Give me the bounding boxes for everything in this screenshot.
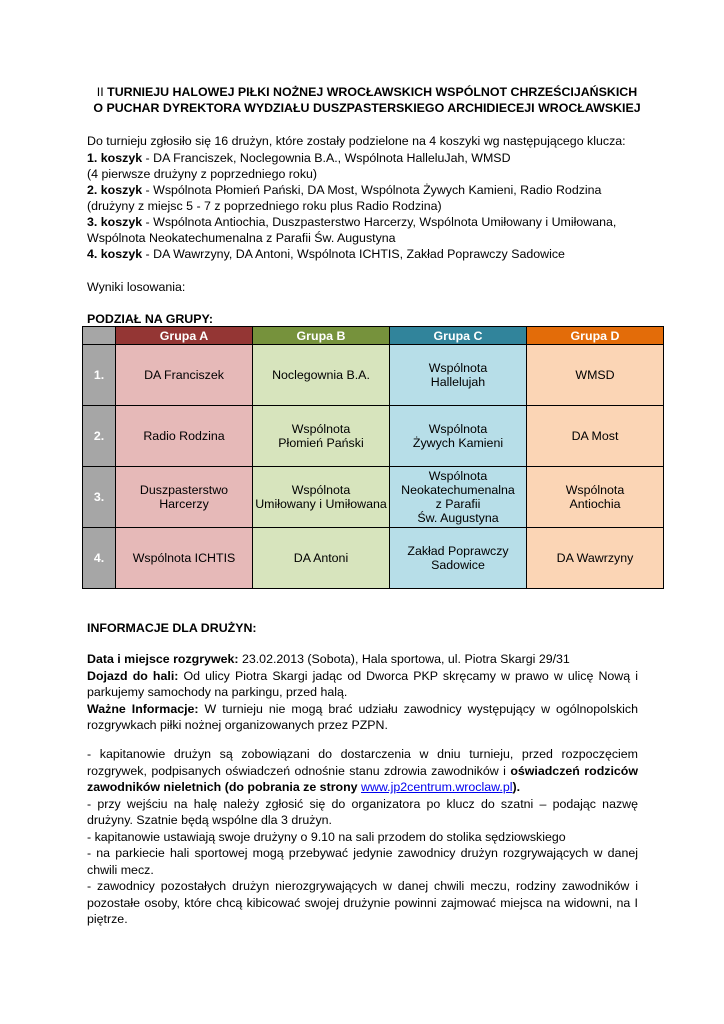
row-number: 4. — [83, 528, 116, 589]
date-text: 23.02.2013 (Sobota), Hala sportowa, ul. Piotra Skargi 29/31 — [238, 652, 570, 666]
group-a-cell: DA Franciszek — [116, 345, 253, 406]
rule-item: - zawodnicy pozostałych drużyn nierozgrywających w danej chwili meczu, rodziny zawodników i pozostałe osoby, które chcą kibicować swojej drużynie powinni zajmować miejsca na widowni, na I piętrze. — [87, 879, 638, 926]
basket-teams: - Wspólnota Antiochia, Duszpasterstwo Harcerzy, Wspólnota Umiłowany i Umiłowana, — [142, 215, 617, 229]
basket-1 — [87, 150, 511, 166]
group-c-header: Grupa C — [390, 327, 527, 345]
group-d-cell: DA Most — [527, 406, 664, 467]
group-d-cell: Wspólnota Antiochia — [527, 467, 664, 528]
group-a-cell: Duszpasterstwo Harcerzy — [116, 467, 253, 528]
group-d-cell: DA Wawrzyny — [527, 528, 664, 589]
basket-teams: - Wspólnota Płomień Pański, DA Most, Wspólnota Żywych Kamieni, Radio Rodzina — [142, 183, 602, 197]
important-label: Ważne Informacje: — [87, 701, 199, 716]
results-label: Wyniki losowania: — [87, 280, 186, 294]
access-label: Dojazd do hali: — [87, 668, 179, 683]
rule-item: - przy wejściu na halę należy zgłosić się do organizatora po klucz do szatni – podając nazwę drużyny. Szatnie będą wspólne dla 3 drużyn. — [87, 796, 638, 827]
access-text: Od ulicy Piotra Skargi jadąc od Dworca PKP skręcamy w prawo w ulicę Nową i parkujemy samochody na parkingu, przed halą. — [87, 668, 638, 699]
rule-bold-text: oświadczeń rodziców zawodników nieletnich (do pobrania ze strony — [87, 763, 638, 794]
group-b-cell: Noclegownia B.A. — [253, 345, 390, 406]
intro-text: Do turnieju zgłosiło się 16 drużyn, które zostały podzielone na 4 koszyki wg następującego klucza: — [87, 134, 626, 148]
basket-3 — [87, 214, 616, 230]
table-row — [83, 528, 664, 589]
download-link[interactable]: www.jp2centrum.wroclaw.pl — [361, 780, 513, 794]
row-number: 3. — [83, 467, 116, 528]
group-c-cell: Wspólnota Żywych Kamieni — [390, 406, 527, 467]
group-a-header: Grupa A — [116, 327, 253, 345]
row-number: 1. — [83, 345, 116, 406]
info-heading: INFORMACJE DLA DRUŻYN: — [87, 621, 257, 635]
date-label: Data i miejsce rozgrywek: — [87, 652, 239, 666]
rule-text: - kapitanowie drużyn są zobowiązani do dostarczenia w dniu turnieju, przed rozpoczęciem rozgrywek, podpisanych oświadczeń odnośnie stanu zdrowia zawodników i — [87, 747, 638, 778]
basket-label: 4. koszyk — [87, 247, 143, 261]
corner-cell — [83, 327, 116, 345]
title-line-1 — [70, 84, 664, 100]
info-section — [87, 651, 638, 734]
rule-bold-end: ). — [512, 780, 521, 794]
rule-item — [87, 746, 638, 796]
info-date — [87, 651, 638, 668]
table-row — [83, 345, 664, 406]
important-text: W turnieju nie mogą brać udziału zawodnicy występujący w ogólnopolskich rozgrywkach piłki nożnej organizowanych przez PZPN. — [87, 701, 638, 732]
rule-item: - kapitanowie ustawiają swoje drużyny o 9.10 na sali przodem do stolika sędziowskiego — [87, 829, 566, 844]
group-a-cell: Wspólnota ICHTIS — [116, 528, 253, 589]
basket-1-note: (4 pierwsze drużyny z poprzedniego roku) — [87, 167, 318, 181]
basket-4 — [87, 246, 565, 262]
table-row — [83, 467, 664, 528]
group-c-cell: Zakład Poprawczy Sadowice — [390, 528, 527, 589]
group-c-cell: Wspólnota Hallelujah — [390, 345, 527, 406]
info-access — [87, 668, 638, 701]
basket-teams: - DA Franciszek, Noclegownia B.A., Wspólnota HalleluJah, WMSD — [142, 151, 511, 165]
group-b-header: Grupa B — [253, 327, 390, 345]
title-line-2: O PUCHAR DYREKTORA WYDZIAŁU DUSZPASTERSKIEGO ARCHIDIECEJI WROCŁAWSKIEJ — [93, 101, 641, 115]
basket-label: 2. koszyk — [87, 183, 143, 197]
groups-heading: PODZIAŁ NA GRUPY: — [87, 312, 213, 326]
basket-label: 3. koszyk — [87, 215, 143, 229]
group-b-cell: Wspólnota Umiłowany i Umiłowana — [253, 467, 390, 528]
basket-3-note: Wspólnota Neokatechumenalna z Parafii Św. Augustyna — [87, 231, 396, 245]
group-a-cell: Radio Rodzina — [116, 406, 253, 467]
group-d-cell: WMSD — [527, 345, 664, 406]
basket-label: 1. koszyk — [87, 151, 143, 165]
groups-table — [82, 326, 664, 589]
title-prefix: II — [96, 85, 108, 99]
group-c-cell: Wspólnota Neokatechumenalna z Parafii Św. Augustyna — [390, 467, 527, 528]
basket-2 — [87, 182, 601, 198]
title-main: TURNIEJU HALOWEJ PIŁKI NOŻNEJ WROCŁAWSKICH WSPÓLNOT CHRZEŚCIJAŃSKICH — [107, 85, 638, 99]
rule-item: - na parkiecie hali sportowej mogą przebywać jedynie zawodnicy drużyn rozgrywających w danej chwili mecz. — [87, 846, 638, 877]
table-row — [83, 406, 664, 467]
group-b-cell: DA Antoni — [253, 528, 390, 589]
rules-section — [87, 746, 638, 928]
basket-2-note: (drużyny z miejsc 5 - 7 z poprzedniego roku plus Radio Rodzina) — [87, 199, 442, 213]
group-d-header: Grupa D — [527, 327, 664, 345]
basket-teams: - DA Wawrzyny, DA Antoni, Wspólnota ICHTIS, Zakład Poprawczy Sadowice — [142, 247, 565, 261]
table-header-row — [83, 327, 664, 345]
group-b-cell: Wspólnota Płomień Pański — [253, 406, 390, 467]
info-important — [87, 701, 638, 734]
row-number: 2. — [83, 406, 116, 467]
